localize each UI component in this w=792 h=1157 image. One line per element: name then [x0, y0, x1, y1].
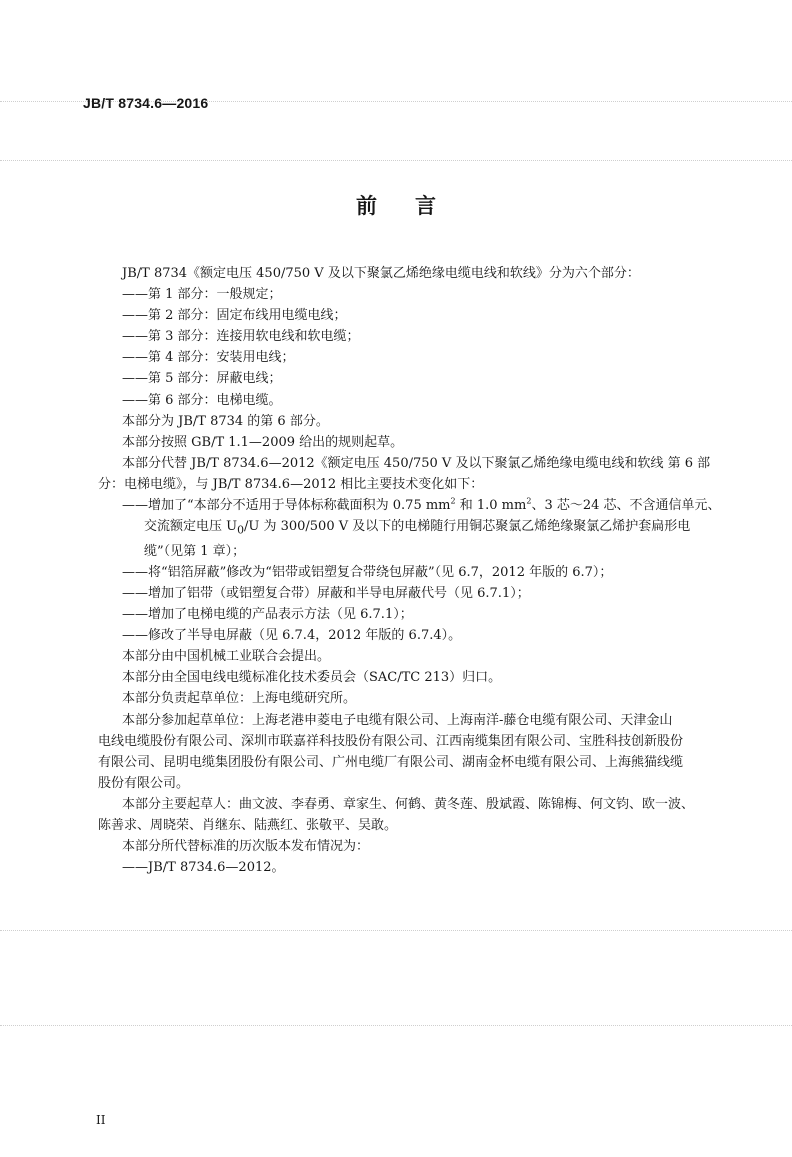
- list-item: ——第 1 部分：一般规定；: [122, 287, 282, 303]
- paragraph: 本部分由全国电线电缆标准化技术委员会（SAC/TC 213）归口。: [122, 670, 502, 686]
- paragraph: 本部分负责起草单位：上海电缆研究所。: [122, 691, 357, 707]
- page-title: 前言: [356, 193, 474, 218]
- paragraph: 本部分由中国机械工业联合会提出。: [122, 649, 331, 665]
- scan-dotted-line: [0, 160, 792, 161]
- page-number: II: [96, 1113, 106, 1127]
- text-run: 、3 芯～24 芯、不含通信单元、: [531, 498, 721, 514]
- paragraph-continuation: 股份有限公司。: [98, 775, 190, 791]
- list-item: ——将“铝箔屏蔽”修改为“铝带或铝塑复合带绕包屏蔽”（见 6.7，2012 年版的 6.7）；: [122, 564, 613, 580]
- paragraph: 本部分参加起草单位：上海老港申菱电子电缆有限公司、上海南洋-藤仓电缆有限公司、天津金山: [122, 712, 673, 728]
- superscript: 2: [526, 496, 532, 506]
- scan-dotted-line: [0, 930, 792, 931]
- paragraph: 本部分主要起草人：曲文波、李春勇、章家生、何鹤、黄冬莲、殷斌霞、陈锦梅、何文钧、欧一波、: [122, 796, 695, 812]
- paragraph-continuation: 分：电梯电缆》，与 JB/T 8734.6—2012 相比主要技术变化如下：: [98, 476, 484, 492]
- list-item: ——增加了电梯电缆的产品表示方法（见 6.7.1）；: [122, 607, 413, 623]
- list-item: ——JB/T 8734.6—2012。: [122, 860, 285, 876]
- paragraph: 本部分按照 GB/T 1.1—2009 给出的规则起草。: [122, 434, 404, 450]
- foreword-body: [98, 263, 738, 878]
- paragraph: 本部分所代替标准的历次版本发布情况为：: [122, 839, 370, 855]
- text-run: 和 1.0 mm: [455, 498, 527, 514]
- list-item: ——第 3 部分：连接用软电线和软电缆；: [122, 329, 360, 345]
- list-item: ——第 6 部分：电梯电缆。: [122, 392, 282, 408]
- list-item: [98, 495, 738, 516]
- text-run: /U 为 300/500 V 及以下的电梯随行用铜芯聚氯乙烯绝缘聚氯乙烯护套扁形电: [243, 519, 691, 535]
- list-item: ——第 4 部分：安装用电线；: [122, 350, 295, 366]
- scan-dotted-line: [0, 1025, 792, 1026]
- list-item-continuation: 缆”（见第 1 章）；: [144, 543, 246, 559]
- text-run: ——增加了“本部分不适用于导体标称截面积为 0.75 mm: [122, 498, 451, 514]
- paragraph-continuation: 有限公司、昆明电缆集团股份有限公司、广州电缆厂有限公司、湖南金杯电缆有限公司、上海熊猫线缆: [98, 754, 684, 770]
- subscript: 0: [237, 523, 244, 537]
- list-item-continuation: [98, 516, 738, 541]
- paragraph: JB/T 8734《额定电压 450/750 V 及以下聚氯乙烯绝缘电缆电线和软线》分为六个部分：: [122, 266, 640, 281]
- superscript: 2: [450, 496, 456, 506]
- list-item: ——第 5 部分：屏蔽电线；: [122, 371, 282, 387]
- list-item: ——增加了铝带（或铝塑复合带）屏蔽和半导电屏蔽代号（见 6.7.1）；: [122, 586, 530, 601]
- list-item: ——修改了半导电屏蔽（见 6.7.4，2012 年版的 6.7.4）。: [122, 628, 462, 644]
- paragraph-continuation: 电线电缆股份有限公司、深圳市联嘉祥科技股份有限公司、江西南缆集团有限公司、宝胜科技创新股份: [98, 733, 684, 749]
- paragraph: 本部分为 JB/T 8734 的第 6 部分。: [122, 413, 329, 429]
- paragraph-continuation: 陈善求、周晓荣、肖继东、陆燕红、张敬平、吴敢。: [98, 818, 398, 834]
- standard-number-header: JB/T 8734.6—2016: [83, 95, 209, 111]
- paragraph: 本部分代替 JB/T 8734.6—2012《额定电压 450/750 V 及以下聚氯乙烯绝缘电缆电线和软线 第 6 部: [122, 455, 711, 471]
- list-item: ——第 2 部分：固定布线用电缆电线；: [122, 308, 347, 324]
- text-run: 交流额定电压 U: [144, 519, 238, 535]
